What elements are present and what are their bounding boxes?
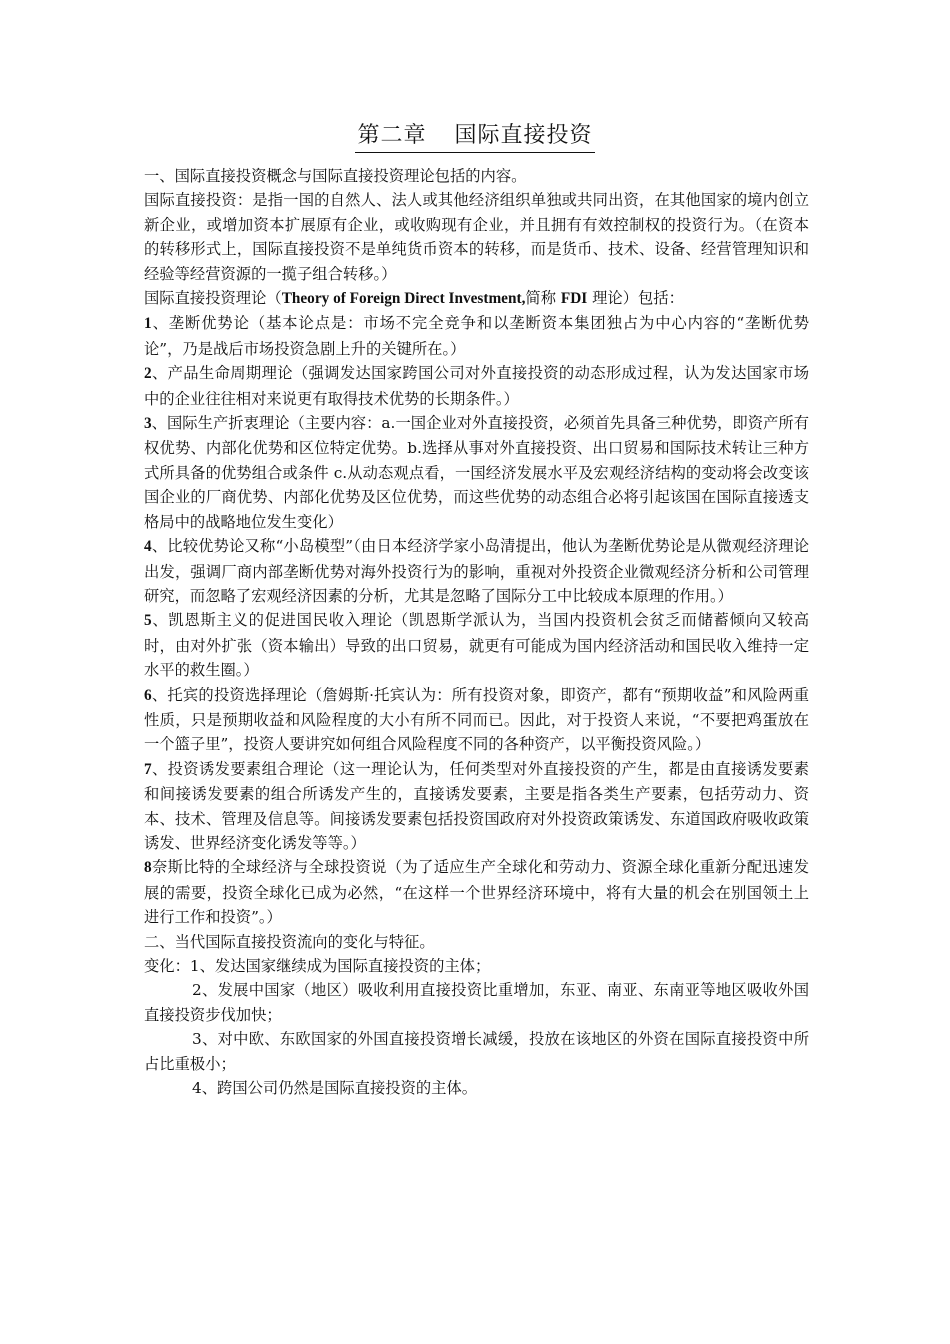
list-item: 5、凯恩斯主义的促进国民收入理论（凯恩斯学派认为，当国内投资机会贫乏而储蓄倾向又较高时，由对外扩张（资本输出）导致的出口贸易，就更有可能成为国内经济活动和国民收入维持一定水平的救生圈。） <box>144 611 809 680</box>
document-body <box>144 164 809 1100</box>
title-name: 国际直接投资 <box>454 123 593 148</box>
list-item: 6、托宾的投资选择理论（詹姆斯·托宾认为：所有投资对象，即资产，都有“预期收益”和风险两重性质，只是预期收益和风险程度的大小有所不同而已。因此，对于投资人来说，“不要把鸡蛋放在一个篮子里”，投资人要讲究如何组合风险程度不同的各种资产，以平衡投资风险。） <box>144 685 809 754</box>
theory-intro: 国际直接投资理论（Theory of Foreign Direct Investment,简称 FDI 理论）包括： <box>144 289 684 308</box>
list-item: 1、垄断优势论（基本论点是：市场不完全竞争和以垄断资本集团独占为中心内容的“垄断优势论”，乃是战后市场投资急剧上升的关键所在。） <box>144 314 809 358</box>
change-item: 2、发展中国家（地区）吸收利用直接投资比重增加，东亚、南亚、东南亚等地区吸收外国直接投资步伐加快； <box>144 981 809 1024</box>
section-heading-2: 二、当代国际直接投资流向的变化与特征。 <box>144 932 435 951</box>
list-item: 2、产品生命周期理论（强调发达国家跨国公司对外直接投资的动态形成过程，认为发达国家市场中的企业往往相对来说更有取得技术优势的长期条件。） <box>144 364 809 408</box>
page-title <box>0 118 950 153</box>
list-item: 3、国际生产折衷理论（主要内容：a.一国企业对外直接投资，必须首先具备三种优势，即资产所有权优势、内部化优势和区位特定优势。b.选择从事对外直接投资、出口贸易和国际技术转让三种方式所具备的优势组合或条件 c.从动态观点看，一国经济发展水平及宏观经济结构的变动将会改变该国企业的厂商优势、内部化优势及区位优势，而这些优势的动态组合必将引起该国在国际直接透支格局中的战略地位发生变化） <box>144 414 809 531</box>
change-item: 4、跨国公司仍然是国际直接投资的主体。 <box>192 1079 478 1098</box>
definition-paragraph: 国际直接投资：是指一国的自然人、法人或其他经济组织单独或共同出资，在其他国家的境内创立新企业，或增加资本扩展原有企业，或收购现有企业，并且拥有有效控制权的投资行为。（在资本的转移形式上，国际直接投资不是单纯货币资本的转移，而是货币、技术、设备、经营管理知识和经验等经营资源的一揽子组合转移。） <box>144 191 809 283</box>
list-item: 4、比较优势论又称“小岛模型”（由日本经济学家小岛清提出，他认为垄断优势论是从微观经济理论出发，强调厂商内部垄断优势对海外投资行为的影响，重视对外投资企业微观经济分析和公司管理研究，而忽略了宏观经济因素的分析，尤其是忽略了国际分工中比较成本原理的作用。） <box>144 537 809 605</box>
list-item: 8奈斯比特的全球经济与全球投资说（为了适应生产全球化和劳动力、资源全球化重新分配迅速发展的需要，投资全球化已成为必然，“在这样一个世界经济环境中，将有大量的机会在别国领土上进行工作和投资”。） <box>144 858 809 927</box>
title-underline <box>355 118 594 153</box>
change-item: 3、对中欧、东欧国家的外国直接投资增长减缓，投放在该地区的外资在国际直接投资中所占比重极小； <box>144 1030 809 1073</box>
section-heading-1: 一、国际直接投资概念与国际直接投资理论包括的内容。 <box>144 167 527 185</box>
title-chapter: 第二章 <box>357 123 427 148</box>
list-item: 7、投资诱发要素组合理论（这一理论认为，任何类型对外直接投资的产生，都是由直接诱发要素和间接诱发要素的组合所诱发产生的，直接诱发要素，主要是指各类生产要素，包括劳动力、资本、技术、管理及信息等。间接诱发要素包括投资国政府对外投资政策诱发、东道国政府吸收政策诱发、世界经济变化诱发等等。） <box>144 759 809 852</box>
changes-line: 变化：1、发达国家继续成为国际直接投资的主体； <box>144 957 491 975</box>
